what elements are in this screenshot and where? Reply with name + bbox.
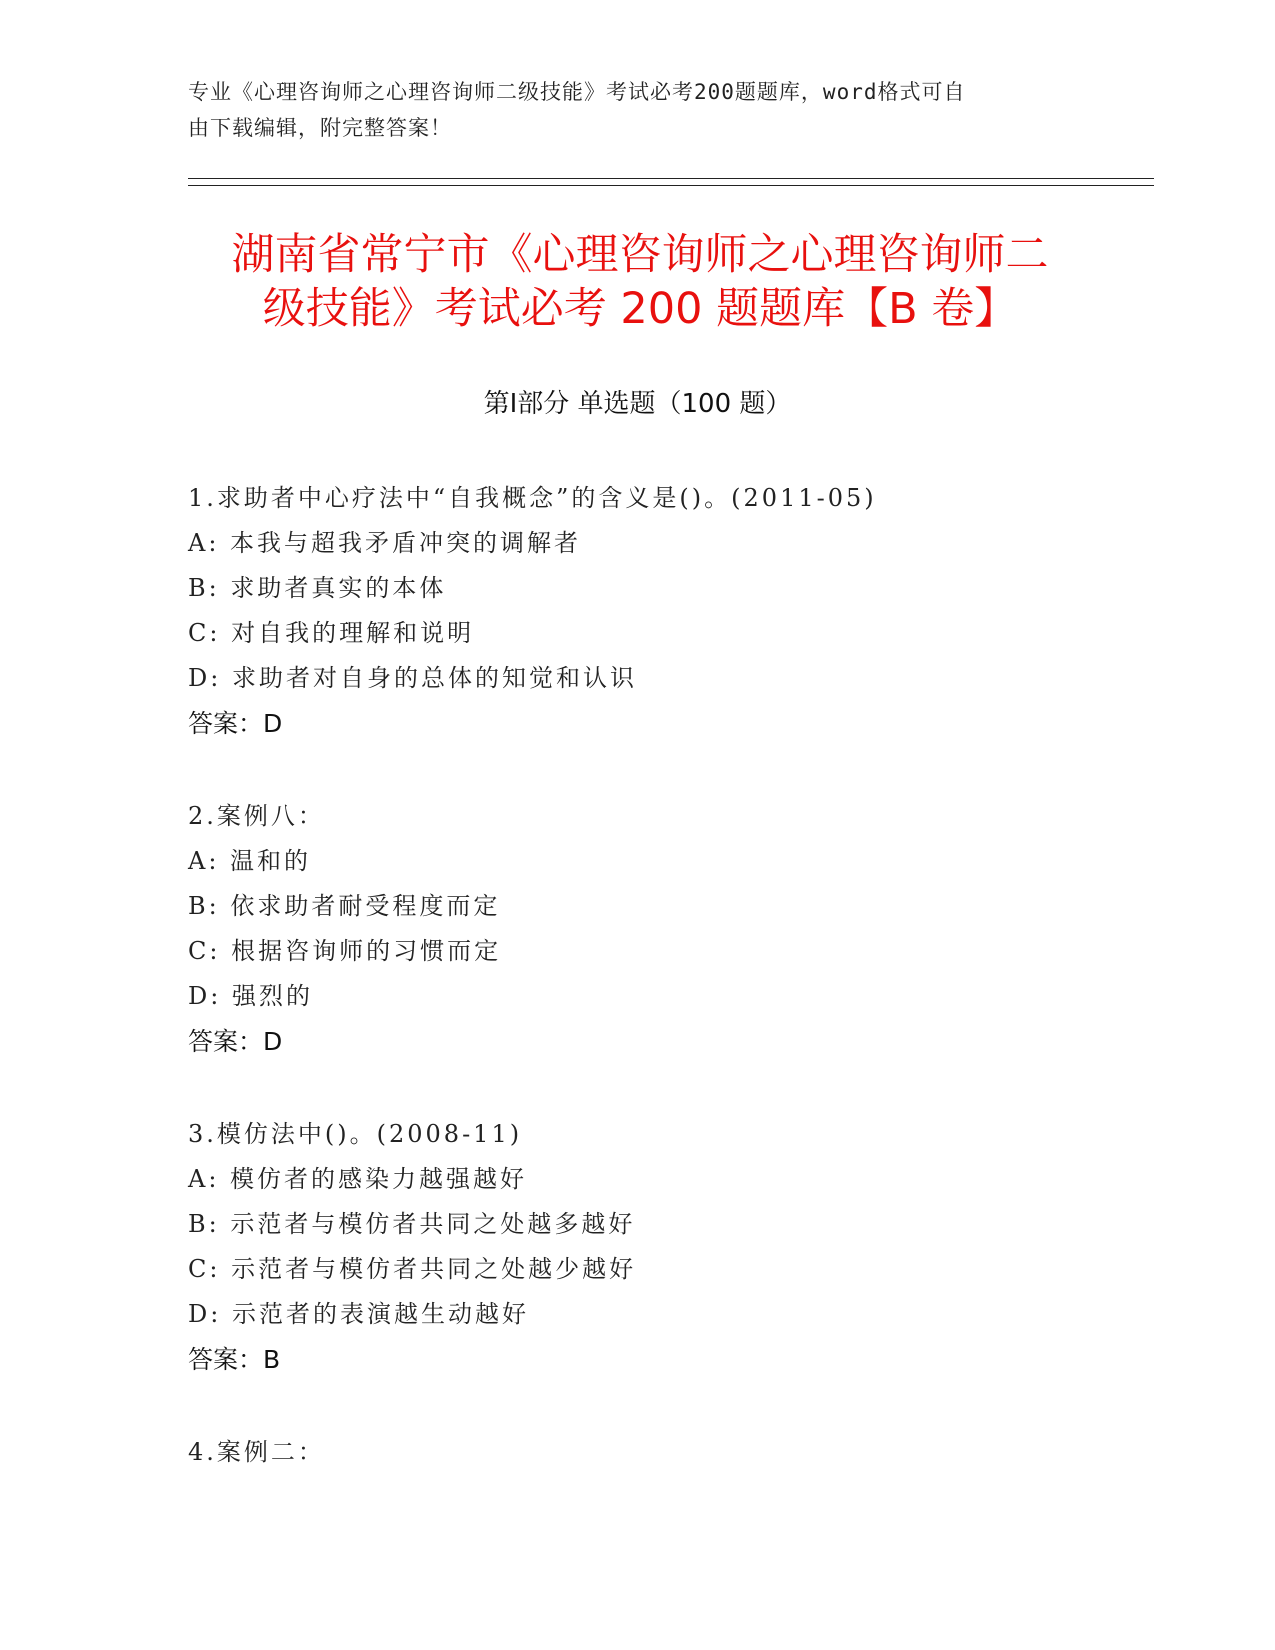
question-4 [188, 1430, 1088, 1475]
question-stem: 2.案例八： [188, 802, 325, 830]
question-3 [188, 1112, 1088, 1382]
header-divider-top [188, 178, 1154, 179]
option-b: B: 示范者与模仿者共同之处越多越好 [188, 1210, 636, 1238]
header-note-line-2: 由下载编辑，附完整答案！ [188, 116, 452, 140]
document-title-line-2: 级技能》考试必考 200 题题库【B 卷】 [262, 284, 1018, 334]
option-c: C: 根据咨询师的习惯而定 [188, 937, 502, 965]
option-d: D: 强烈的 [188, 982, 313, 1010]
option-d: D: 示范者的表演越生动越好 [188, 1300, 529, 1328]
question-2 [188, 794, 1088, 1064]
question-stem: 3.模仿法中()。(2008-11) [188, 1120, 523, 1148]
document-title [150, 228, 1130, 336]
header-divider-bottom [188, 185, 1154, 186]
option-d: D: 求助者对自身的总体的知觉和认识 [188, 664, 637, 692]
document-title-line-1: 湖南省常宁市《心理咨询师之心理咨询师二 [231, 230, 1049, 280]
option-b: B: 依求助者耐受程度而定 [188, 892, 501, 920]
option-a: A: 本我与超我矛盾冲突的调解者 [188, 529, 582, 557]
question-stem: 4.案例二： [188, 1438, 325, 1466]
header-note-line-1: 专业《心理咨询师之心理咨询师二级技能》考试必考200题题库，word格式可自 [188, 80, 966, 104]
header-note [188, 74, 1068, 146]
section-title: 第Ⅰ部分 单选题（100 题） [483, 389, 792, 419]
answer: 答案：D [188, 1027, 283, 1056]
option-c: C: 示范者与模仿者共同之处越少越好 [188, 1255, 637, 1283]
option-b: B: 求助者真实的本体 [188, 574, 447, 602]
option-c: C: 对自我的理解和说明 [188, 619, 475, 647]
answer: 答案：D [188, 709, 283, 738]
answer: 答案：B [188, 1345, 281, 1374]
option-a: A: 模仿者的感染力越强越好 [188, 1165, 528, 1193]
option-a: A: 温和的 [188, 847, 312, 875]
question-1 [188, 476, 1088, 746]
question-stem: 1.求助者中心疗法中“自我概念”的含义是()。(2011-05) [188, 484, 877, 512]
